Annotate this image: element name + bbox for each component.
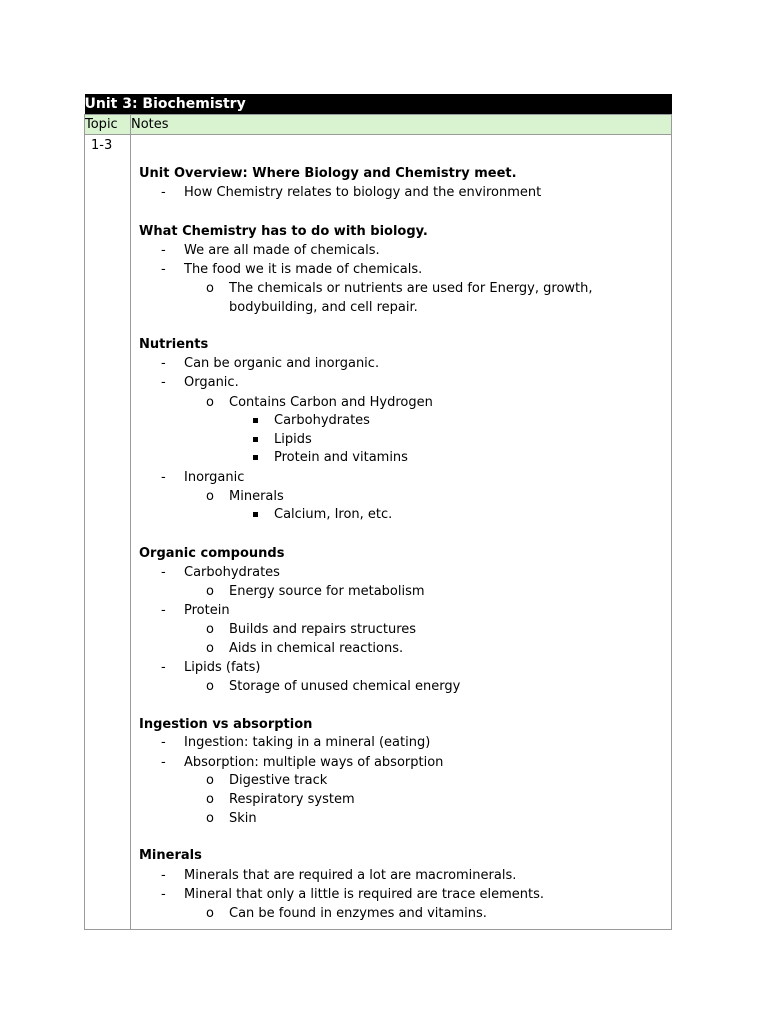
note-line: Lipids bbox=[274, 432, 312, 447]
circle-bullet: o bbox=[206, 906, 214, 921]
note-line: Carbohydrates bbox=[274, 413, 370, 428]
notes-table bbox=[84, 94, 672, 930]
notes-cell bbox=[131, 135, 672, 930]
note-line: Absorption: multiple ways of absorption bbox=[184, 755, 444, 770]
section-heading: Ingestion vs absorption bbox=[139, 717, 313, 732]
note-line: Can be found in enzymes and vitamins. bbox=[229, 906, 487, 921]
notes-content bbox=[131, 135, 671, 929]
note-line: Organic. bbox=[184, 375, 239, 390]
note-line: Ingestion: taking in a mineral (eating) bbox=[184, 735, 431, 750]
dash-bullet: - bbox=[161, 868, 166, 883]
square-bullet-icon bbox=[253, 512, 258, 517]
circle-bullet: o bbox=[206, 811, 214, 826]
dash-bullet: - bbox=[161, 243, 166, 258]
dash-bullet: - bbox=[161, 887, 166, 902]
section-heading: Minerals bbox=[139, 848, 202, 863]
note-line: Mineral that only a little is required are trace elements. bbox=[184, 887, 545, 902]
note-line: Minerals that are required a lot are macrominerals. bbox=[184, 868, 517, 883]
dash-bullet: - bbox=[161, 356, 166, 371]
note-line: Minerals bbox=[229, 489, 284, 504]
section-heading: Nutrients bbox=[139, 337, 209, 352]
note-line: Builds and repairs structures bbox=[229, 622, 417, 637]
note-line: How Chemistry relates to biology and the environment bbox=[184, 185, 542, 200]
note-line: Inorganic bbox=[184, 470, 245, 485]
circle-bullet: o bbox=[206, 489, 214, 504]
section-heading: Unit Overview: Where Biology and Chemistry meet. bbox=[139, 166, 517, 181]
note-line: Energy source for metabolism bbox=[229, 584, 425, 599]
table-title: Unit 3: Biochemistry bbox=[85, 94, 672, 115]
dash-bullet: - bbox=[161, 185, 166, 200]
dash-bullet: - bbox=[161, 735, 166, 750]
circle-bullet: o bbox=[206, 281, 214, 296]
note-line: Aids in chemical reactions. bbox=[229, 641, 404, 656]
dash-bullet: - bbox=[161, 603, 166, 618]
dash-bullet: - bbox=[161, 565, 166, 580]
note-line: Respiratory system bbox=[229, 792, 355, 807]
dash-bullet: - bbox=[161, 262, 166, 277]
note-line: The chemicals or nutrients are used for Energy, growth, bbox=[229, 281, 593, 296]
note-line: Protein and vitamins bbox=[274, 450, 408, 465]
note-line: Contains Carbon and Hydrogen bbox=[229, 395, 433, 410]
column-header-topic: Topic bbox=[85, 115, 131, 135]
note-line: Lipids (fats) bbox=[184, 660, 261, 675]
column-header-notes: Notes bbox=[131, 115, 672, 135]
note-line: Digestive track bbox=[229, 773, 328, 788]
circle-bullet: o bbox=[206, 395, 214, 410]
circle-bullet: o bbox=[206, 584, 214, 599]
note-line: We are all made of chemicals. bbox=[184, 243, 380, 258]
note-line: The food we it is made of chemicals. bbox=[184, 262, 423, 277]
note-line: Carbohydrates bbox=[184, 565, 280, 580]
note-line: Storage of unused chemical energy bbox=[229, 679, 461, 694]
note-line: Calcium, Iron, etc. bbox=[274, 507, 393, 522]
note-line: Skin bbox=[229, 811, 257, 826]
dash-bullet: - bbox=[161, 375, 166, 390]
square-bullet-icon bbox=[253, 455, 258, 460]
square-bullet-icon bbox=[253, 437, 258, 442]
circle-bullet: o bbox=[206, 622, 214, 637]
circle-bullet: o bbox=[206, 792, 214, 807]
dash-bullet: - bbox=[161, 755, 166, 770]
topic-cell: 1-3 bbox=[85, 135, 131, 930]
circle-bullet: o bbox=[206, 679, 214, 694]
note-line: Can be organic and inorganic. bbox=[184, 356, 380, 371]
circle-bullet: o bbox=[206, 773, 214, 788]
table-row bbox=[85, 135, 672, 930]
section-heading: Organic compounds bbox=[139, 546, 285, 561]
section-heading: What Chemistry has to do with biology. bbox=[139, 224, 428, 239]
table-header-row bbox=[85, 115, 672, 135]
square-bullet-icon bbox=[253, 418, 258, 423]
note-line: Protein bbox=[184, 603, 230, 618]
dash-bullet: - bbox=[161, 470, 166, 485]
table-title-row bbox=[85, 94, 672, 115]
dash-bullet: - bbox=[161, 660, 166, 675]
note-line: bodybuilding, and cell repair. bbox=[229, 300, 418, 315]
circle-bullet: o bbox=[206, 641, 214, 656]
